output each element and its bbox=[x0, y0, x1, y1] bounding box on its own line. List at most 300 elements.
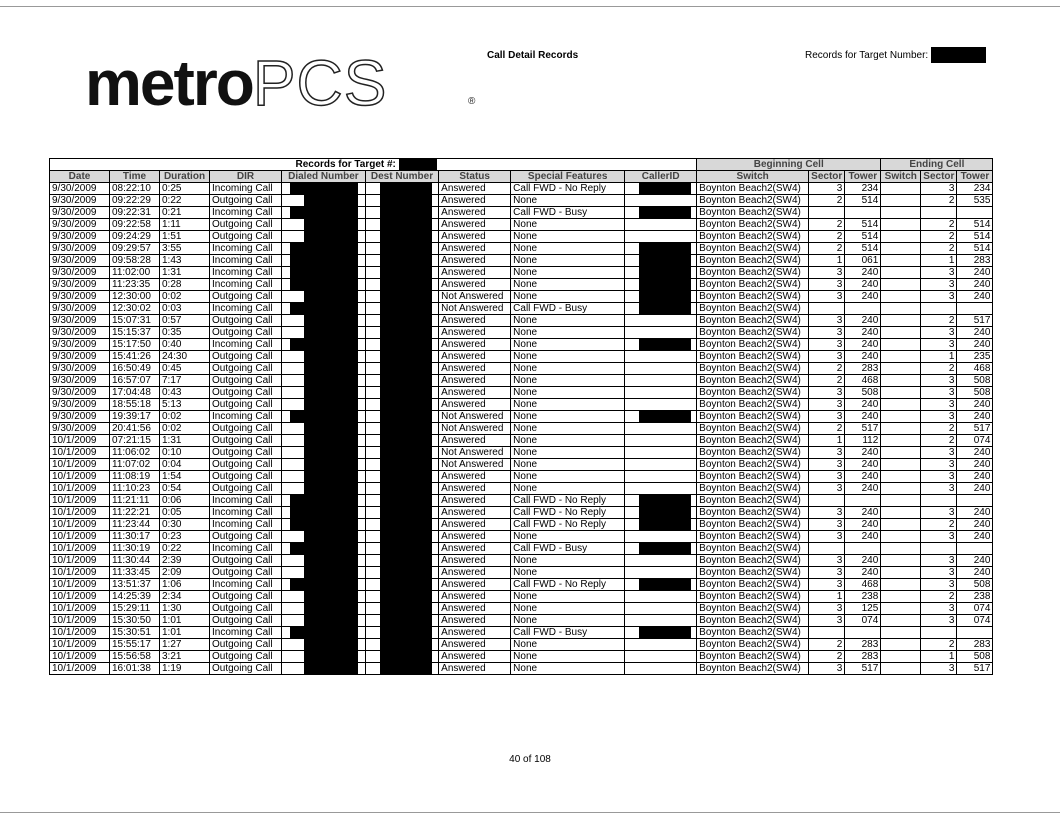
dialed-number-cell bbox=[282, 267, 366, 279]
special-features-cell: None bbox=[511, 411, 625, 423]
date-cell: 10/1/2009 bbox=[50, 555, 110, 567]
begin-tower-cell: 283 bbox=[845, 651, 881, 663]
end-sector-cell: 3 bbox=[921, 411, 957, 423]
dest-number-cell bbox=[365, 663, 438, 675]
table-row bbox=[50, 399, 993, 411]
begin-tower-cell: 240 bbox=[845, 471, 881, 483]
redaction-box bbox=[304, 459, 358, 470]
date-cell: 9/30/2009 bbox=[50, 243, 110, 255]
redaction-box bbox=[290, 519, 358, 530]
date-cell: 10/1/2009 bbox=[50, 495, 110, 507]
time-cell: 20:41:56 bbox=[110, 423, 160, 435]
end-switch-cell bbox=[881, 255, 921, 267]
direction-cell: Incoming Call bbox=[210, 267, 282, 279]
direction-cell: Outgoing Call bbox=[210, 195, 282, 207]
duration-cell: 2:39 bbox=[160, 555, 210, 567]
dialed-number-cell bbox=[282, 279, 366, 291]
begin-tower-cell: 240 bbox=[845, 411, 881, 423]
duration-cell: 1:11 bbox=[160, 219, 210, 231]
table-row bbox=[50, 231, 993, 243]
end-switch-cell bbox=[881, 459, 921, 471]
begin-switch-cell: Boynton Beach2(SW4) bbox=[697, 543, 809, 555]
begin-tower-cell: 283 bbox=[845, 639, 881, 651]
column-header: Duration bbox=[160, 171, 210, 183]
redaction-box bbox=[380, 387, 432, 398]
redaction-box bbox=[304, 231, 358, 242]
begin-tower-cell: 240 bbox=[845, 267, 881, 279]
end-tower-cell: 517 bbox=[957, 315, 993, 327]
duration-cell: 0:10 bbox=[160, 447, 210, 459]
redaction-box bbox=[380, 519, 432, 530]
begin-sector-cell: 3 bbox=[809, 447, 845, 459]
dest-number-cell bbox=[365, 195, 438, 207]
date-cell: 9/30/2009 bbox=[50, 315, 110, 327]
status-cell: Answered bbox=[439, 399, 511, 411]
caller-id-cell bbox=[625, 519, 697, 531]
column-header: Date bbox=[50, 171, 110, 183]
redaction-box bbox=[380, 375, 432, 386]
caller-id-cell bbox=[625, 627, 697, 639]
duration-cell: 0:04 bbox=[160, 459, 210, 471]
begin-tower-cell: 514 bbox=[845, 243, 881, 255]
date-cell: 9/30/2009 bbox=[50, 303, 110, 315]
begin-switch-cell: Boynton Beach2(SW4) bbox=[697, 555, 809, 567]
table-row bbox=[50, 435, 993, 447]
caller-id-cell bbox=[625, 219, 697, 231]
redaction-box bbox=[304, 423, 358, 434]
status-cell: Answered bbox=[439, 351, 511, 363]
redaction-box bbox=[380, 279, 432, 290]
duration-cell: 3:55 bbox=[160, 243, 210, 255]
dest-number-cell bbox=[365, 231, 438, 243]
redaction-box bbox=[304, 375, 358, 386]
begin-tower-cell bbox=[845, 627, 881, 639]
logo-pcs-text: PCS bbox=[252, 47, 388, 119]
redaction-box bbox=[304, 483, 358, 494]
special-features-cell: None bbox=[511, 663, 625, 675]
end-switch-cell bbox=[881, 375, 921, 387]
begin-tower-cell: 508 bbox=[845, 387, 881, 399]
dest-number-cell bbox=[365, 279, 438, 291]
date-cell: 10/1/2009 bbox=[50, 567, 110, 579]
begin-tower-cell: 074 bbox=[845, 615, 881, 627]
dest-number-cell bbox=[365, 543, 438, 555]
special-features-cell: None bbox=[511, 399, 625, 411]
status-cell: Not Answered bbox=[439, 459, 511, 471]
begin-sector-cell: 2 bbox=[809, 375, 845, 387]
begin-tower-cell: 514 bbox=[845, 231, 881, 243]
status-cell: Answered bbox=[439, 195, 511, 207]
special-features-cell: None bbox=[511, 339, 625, 351]
redaction-box bbox=[380, 447, 432, 458]
table-row bbox=[50, 567, 993, 579]
redaction-box bbox=[380, 435, 432, 446]
end-switch-cell bbox=[881, 579, 921, 591]
end-tower-cell: 074 bbox=[957, 603, 993, 615]
dest-number-cell bbox=[365, 219, 438, 231]
date-cell: 10/1/2009 bbox=[50, 483, 110, 495]
redaction-box bbox=[639, 279, 691, 290]
end-sector-cell: 3 bbox=[921, 567, 957, 579]
caller-id-cell bbox=[625, 183, 697, 195]
duration-cell: 0:57 bbox=[160, 315, 210, 327]
date-cell: 9/30/2009 bbox=[50, 399, 110, 411]
date-cell: 9/30/2009 bbox=[50, 339, 110, 351]
direction-cell: Incoming Call bbox=[210, 507, 282, 519]
special-features-cell: None bbox=[511, 615, 625, 627]
begin-switch-cell: Boynton Beach2(SW4) bbox=[697, 303, 809, 315]
date-cell: 10/1/2009 bbox=[50, 591, 110, 603]
duration-cell: 1:31 bbox=[160, 435, 210, 447]
caller-id-cell bbox=[625, 483, 697, 495]
duration-cell: 1:19 bbox=[160, 663, 210, 675]
begin-sector-cell: 3 bbox=[809, 519, 845, 531]
special-features-cell: None bbox=[511, 531, 625, 543]
dialed-number-cell bbox=[282, 435, 366, 447]
status-cell: Answered bbox=[439, 471, 511, 483]
dest-number-cell bbox=[365, 315, 438, 327]
begin-sector-cell: 3 bbox=[809, 483, 845, 495]
status-cell: Answered bbox=[439, 255, 511, 267]
begin-switch-cell: Boynton Beach2(SW4) bbox=[697, 351, 809, 363]
begin-sector-cell: 3 bbox=[809, 603, 845, 615]
dest-number-cell bbox=[365, 207, 438, 219]
direction-cell: Outgoing Call bbox=[210, 231, 282, 243]
special-features-cell: None bbox=[511, 423, 625, 435]
end-tower-cell: 234 bbox=[957, 183, 993, 195]
date-cell: 9/30/2009 bbox=[50, 231, 110, 243]
time-cell: 11:06:02 bbox=[110, 447, 160, 459]
dest-number-cell bbox=[365, 519, 438, 531]
special-features-cell: Call FWD - Busy bbox=[511, 543, 625, 555]
dest-number-cell bbox=[365, 399, 438, 411]
end-sector-cell: 2 bbox=[921, 435, 957, 447]
end-sector-cell bbox=[921, 207, 957, 219]
duration-cell: 0:35 bbox=[160, 327, 210, 339]
redaction-box bbox=[380, 471, 432, 482]
duration-cell: 0:30 bbox=[160, 519, 210, 531]
redaction-box bbox=[304, 351, 358, 362]
time-cell: 16:50:49 bbox=[110, 363, 160, 375]
begin-sector-cell bbox=[809, 495, 845, 507]
date-cell: 9/30/2009 bbox=[50, 423, 110, 435]
time-cell: 16:01:38 bbox=[110, 663, 160, 675]
redaction-box bbox=[304, 531, 358, 542]
time-cell: 15:55:17 bbox=[110, 639, 160, 651]
begin-tower-cell: 240 bbox=[845, 291, 881, 303]
special-features-cell: None bbox=[511, 567, 625, 579]
begin-tower-cell bbox=[845, 495, 881, 507]
dialed-number-cell bbox=[282, 375, 366, 387]
end-switch-cell bbox=[881, 567, 921, 579]
begin-tower-cell: 514 bbox=[845, 219, 881, 231]
caller-id-cell bbox=[625, 267, 697, 279]
redaction-box bbox=[304, 219, 358, 230]
table-row bbox=[50, 651, 993, 663]
begin-sector-cell: 3 bbox=[809, 615, 845, 627]
time-cell: 07:21:15 bbox=[110, 435, 160, 447]
dialed-number-cell bbox=[282, 423, 366, 435]
time-cell: 09:29:57 bbox=[110, 243, 160, 255]
dest-number-cell bbox=[365, 615, 438, 627]
direction-cell: Outgoing Call bbox=[210, 219, 282, 231]
begin-tower-cell: 240 bbox=[845, 351, 881, 363]
date-cell: 10/1/2009 bbox=[50, 663, 110, 675]
table-row bbox=[50, 423, 993, 435]
status-cell: Answered bbox=[439, 207, 511, 219]
direction-cell: Outgoing Call bbox=[210, 567, 282, 579]
direction-cell: Outgoing Call bbox=[210, 555, 282, 567]
redaction-box bbox=[380, 255, 432, 266]
duration-cell: 0:23 bbox=[160, 531, 210, 543]
begin-sector-cell bbox=[809, 207, 845, 219]
special-features-cell: None bbox=[511, 315, 625, 327]
begin-tower-cell bbox=[845, 303, 881, 315]
begin-sector-cell: 3 bbox=[809, 291, 845, 303]
redaction-box bbox=[380, 615, 432, 626]
date-cell: 9/30/2009 bbox=[50, 291, 110, 303]
end-switch-cell bbox=[881, 639, 921, 651]
caller-id-cell bbox=[625, 471, 697, 483]
column-header: Switch bbox=[881, 171, 921, 183]
end-sector-cell: 2 bbox=[921, 519, 957, 531]
special-features-cell: None bbox=[511, 651, 625, 663]
time-cell: 14:25:39 bbox=[110, 591, 160, 603]
end-sector-cell bbox=[921, 495, 957, 507]
direction-cell: Outgoing Call bbox=[210, 447, 282, 459]
duration-cell: 0:02 bbox=[160, 423, 210, 435]
redaction-box bbox=[380, 327, 432, 338]
table-row bbox=[50, 615, 993, 627]
table-row bbox=[50, 519, 993, 531]
redaction-box bbox=[304, 651, 358, 662]
status-cell: Answered bbox=[439, 627, 511, 639]
end-sector-cell: 2 bbox=[921, 423, 957, 435]
begin-tower-cell: 125 bbox=[845, 603, 881, 615]
redaction-box bbox=[399, 159, 437, 170]
redaction-box bbox=[290, 543, 358, 554]
redaction-box bbox=[380, 567, 432, 578]
redaction-box bbox=[639, 303, 691, 314]
table-row bbox=[50, 255, 993, 267]
special-features-cell: None bbox=[511, 435, 625, 447]
end-sector-cell: 1 bbox=[921, 651, 957, 663]
table-row bbox=[50, 639, 993, 651]
caller-id-cell bbox=[625, 303, 697, 315]
table-row bbox=[50, 339, 993, 351]
redaction-box bbox=[304, 555, 358, 566]
end-tower-cell: 235 bbox=[957, 351, 993, 363]
begin-switch-cell: Boynton Beach2(SW4) bbox=[697, 315, 809, 327]
begin-switch-cell: Boynton Beach2(SW4) bbox=[697, 219, 809, 231]
dest-number-cell bbox=[365, 339, 438, 351]
dest-number-cell bbox=[365, 495, 438, 507]
redaction-box bbox=[639, 507, 691, 518]
redaction-box bbox=[380, 459, 432, 470]
time-cell: 16:57:07 bbox=[110, 375, 160, 387]
dest-number-cell bbox=[365, 555, 438, 567]
end-switch-cell bbox=[881, 387, 921, 399]
status-cell: Answered bbox=[439, 327, 511, 339]
column-header: Special Features bbox=[511, 171, 625, 183]
time-cell: 15:30:51 bbox=[110, 627, 160, 639]
begin-sector-cell: 2 bbox=[809, 231, 845, 243]
time-cell: 11:22:21 bbox=[110, 507, 160, 519]
end-tower-cell: 238 bbox=[957, 591, 993, 603]
special-features-cell: None bbox=[511, 471, 625, 483]
begin-tower-cell: 240 bbox=[845, 555, 881, 567]
duration-cell: 7:17 bbox=[160, 375, 210, 387]
end-sector-cell: 3 bbox=[921, 663, 957, 675]
redaction-box bbox=[290, 411, 358, 422]
direction-cell: Outgoing Call bbox=[210, 591, 282, 603]
begin-switch-cell: Boynton Beach2(SW4) bbox=[697, 279, 809, 291]
end-tower-cell: 240 bbox=[957, 567, 993, 579]
end-tower-cell bbox=[957, 207, 993, 219]
caller-id-cell bbox=[625, 207, 697, 219]
time-cell: 15:41:26 bbox=[110, 351, 160, 363]
table-row bbox=[50, 627, 993, 639]
end-tower-cell: 240 bbox=[957, 507, 993, 519]
dialed-number-cell bbox=[282, 603, 366, 615]
caller-id-cell bbox=[625, 399, 697, 411]
dialed-number-cell bbox=[282, 351, 366, 363]
special-features-cell: None bbox=[511, 483, 625, 495]
end-sector-cell bbox=[921, 543, 957, 555]
table-row bbox=[50, 531, 993, 543]
status-cell: Answered bbox=[439, 639, 511, 651]
dialed-number-cell bbox=[282, 339, 366, 351]
dest-number-cell bbox=[365, 531, 438, 543]
date-cell: 10/1/2009 bbox=[50, 435, 110, 447]
time-cell: 19:39:17 bbox=[110, 411, 160, 423]
begin-switch-cell: Boynton Beach2(SW4) bbox=[697, 231, 809, 243]
date-cell: 10/1/2009 bbox=[50, 579, 110, 591]
end-tower-cell bbox=[957, 495, 993, 507]
begin-sector-cell: 3 bbox=[809, 459, 845, 471]
date-cell: 10/1/2009 bbox=[50, 531, 110, 543]
dest-number-cell bbox=[365, 651, 438, 663]
end-tower-cell: 535 bbox=[957, 195, 993, 207]
end-switch-cell bbox=[881, 651, 921, 663]
status-cell: Answered bbox=[439, 363, 511, 375]
end-sector-cell: 2 bbox=[921, 195, 957, 207]
table-row bbox=[50, 375, 993, 387]
time-cell: 09:24:29 bbox=[110, 231, 160, 243]
end-switch-cell bbox=[881, 483, 921, 495]
direction-cell: Outgoing Call bbox=[210, 375, 282, 387]
table-row bbox=[50, 183, 993, 195]
end-tower-cell bbox=[957, 303, 993, 315]
dest-number-cell bbox=[365, 483, 438, 495]
direction-cell: Incoming Call bbox=[210, 579, 282, 591]
end-switch-cell bbox=[881, 363, 921, 375]
records-for-target-text: Records for Target #: bbox=[295, 159, 396, 170]
end-sector-cell: 3 bbox=[921, 615, 957, 627]
date-cell: 10/1/2009 bbox=[50, 447, 110, 459]
end-sector-cell: 3 bbox=[921, 279, 957, 291]
redaction-box bbox=[931, 47, 986, 63]
special-features-cell: None bbox=[511, 459, 625, 471]
date-cell: 9/30/2009 bbox=[50, 219, 110, 231]
special-features-cell: None bbox=[511, 279, 625, 291]
metropcs-logo bbox=[85, 48, 387, 118]
status-cell: Answered bbox=[439, 663, 511, 675]
status-cell: Answered bbox=[439, 183, 511, 195]
duration-cell: 0:03 bbox=[160, 303, 210, 315]
end-tower-cell: 240 bbox=[957, 411, 993, 423]
begin-tower-cell bbox=[845, 207, 881, 219]
end-sector-cell: 3 bbox=[921, 447, 957, 459]
special-features-cell: Call FWD - No Reply bbox=[511, 507, 625, 519]
table-row bbox=[50, 219, 993, 231]
column-header: Status bbox=[439, 171, 511, 183]
status-cell: Answered bbox=[439, 267, 511, 279]
direction-cell: Incoming Call bbox=[210, 255, 282, 267]
caller-id-cell bbox=[625, 411, 697, 423]
begin-tower-cell: 514 bbox=[845, 195, 881, 207]
end-tower-cell: 240 bbox=[957, 279, 993, 291]
dialed-number-cell bbox=[282, 591, 366, 603]
status-cell: Not Answered bbox=[439, 423, 511, 435]
beginning-cell-header: Beginning Cell bbox=[697, 159, 881, 171]
end-switch-cell bbox=[881, 555, 921, 567]
duration-cell: 5:13 bbox=[160, 399, 210, 411]
dialed-number-cell bbox=[282, 459, 366, 471]
end-tower-cell: 517 bbox=[957, 423, 993, 435]
begin-switch-cell: Boynton Beach2(SW4) bbox=[697, 243, 809, 255]
caller-id-cell bbox=[625, 567, 697, 579]
special-features-cell: None bbox=[511, 387, 625, 399]
duration-cell: 0:28 bbox=[160, 279, 210, 291]
special-features-cell: None bbox=[511, 267, 625, 279]
redaction-box bbox=[639, 243, 691, 254]
special-features-cell: None bbox=[511, 219, 625, 231]
redaction-box bbox=[290, 507, 358, 518]
end-tower-cell: 240 bbox=[957, 471, 993, 483]
column-header: Sector bbox=[809, 171, 845, 183]
status-cell: Answered bbox=[439, 615, 511, 627]
dialed-number-cell bbox=[282, 327, 366, 339]
caller-id-cell bbox=[625, 375, 697, 387]
dest-number-cell bbox=[365, 459, 438, 471]
date-cell: 10/1/2009 bbox=[50, 471, 110, 483]
duration-cell: 0:21 bbox=[160, 207, 210, 219]
end-tower-cell: 514 bbox=[957, 231, 993, 243]
end-tower-cell: 240 bbox=[957, 267, 993, 279]
time-cell: 09:22:29 bbox=[110, 195, 160, 207]
begin-sector-cell: 2 bbox=[809, 651, 845, 663]
begin-switch-cell: Boynton Beach2(SW4) bbox=[697, 195, 809, 207]
redaction-box bbox=[304, 615, 358, 626]
page-number: 40 of 108 bbox=[509, 754, 551, 765]
end-sector-cell: 3 bbox=[921, 507, 957, 519]
caller-id-cell bbox=[625, 291, 697, 303]
status-cell: Not Answered bbox=[439, 447, 511, 459]
dialed-number-cell bbox=[282, 231, 366, 243]
direction-cell: Outgoing Call bbox=[210, 651, 282, 663]
table-row bbox=[50, 195, 993, 207]
table-row bbox=[50, 447, 993, 459]
caller-id-cell bbox=[625, 351, 697, 363]
date-cell: 10/1/2009 bbox=[50, 507, 110, 519]
end-switch-cell bbox=[881, 507, 921, 519]
special-features-cell: None bbox=[511, 351, 625, 363]
begin-switch-cell: Boynton Beach2(SW4) bbox=[697, 531, 809, 543]
status-cell: Not Answered bbox=[439, 303, 511, 315]
end-tower-cell: 240 bbox=[957, 327, 993, 339]
end-sector-cell: 2 bbox=[921, 219, 957, 231]
